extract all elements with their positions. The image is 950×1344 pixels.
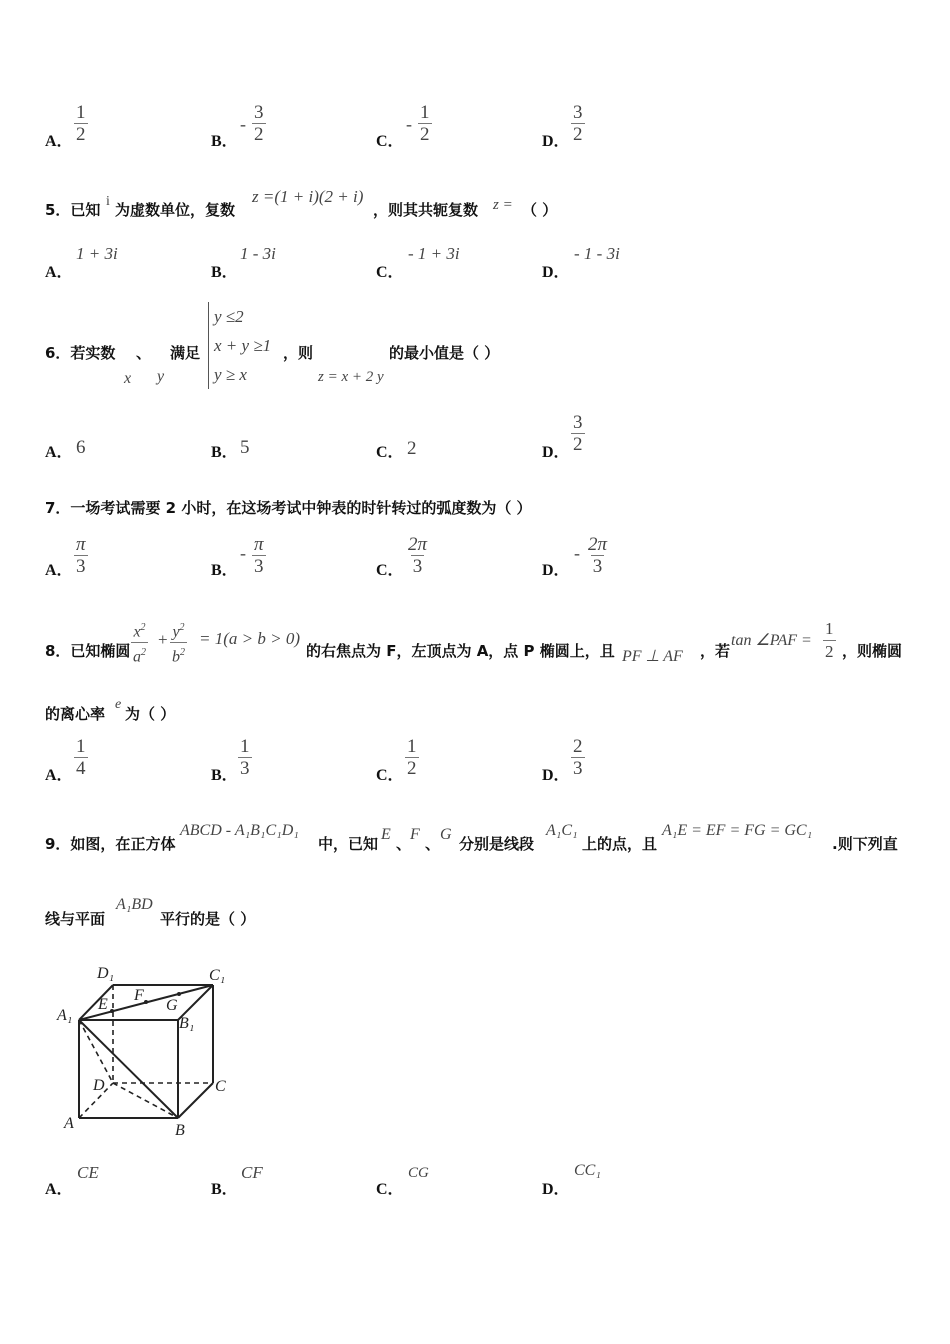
label-f: F [134,987,144,1004]
q6-constraint-3: y ≥ x [214,365,247,384]
label-b: B [175,1122,185,1139]
q9-text-7: 平行的是（ ） [160,910,256,928]
q8-option-a-label: A． [45,767,73,784]
q6-option-b-label: B． [211,444,238,461]
q9-option-c-label: C． [376,1181,404,1198]
point-e-dot [110,1009,114,1013]
q7-stem: 7．一场考试需要 2 小时，在这场考试中钟表的时针转过的弧度数为（ ） [45,499,532,517]
q6-option-a-value: 6 [76,437,86,458]
q5-option-d-label: D． [542,264,570,281]
q9-text-2: 中，已知 [318,835,379,853]
q4-option-a-label: A． [45,133,73,150]
q9-option-c-value: CG [408,1165,429,1181]
q8-text-6: 为（ ） [125,705,176,723]
q9-cube: ABCD - A₁B₁C₁D₁ [180,822,299,839]
q9-sep-2: 、 [425,835,441,853]
q8-tan-value: $\frac{1}{2}$ [825,619,834,661]
q9-option-b-value: CF [241,1163,263,1182]
q6-constraint-system [208,302,271,389]
q8-option-c-fraction: $\frac{1}{2}$ [407,736,417,779]
q8-option-b-fraction: $\frac{1}{3}$ [240,736,250,779]
q7-option-d-label: D． [542,562,570,579]
q9-option-d-label: D． [542,1181,570,1198]
q9-sep-1: 、 [396,835,412,853]
q9-equal-segments: A₁E = EF = FG = GC₁ [662,822,813,839]
q6-option-d-fraction: $\frac{3}{2}$ [573,412,583,455]
q9-option-b-label: B． [211,1181,238,1198]
q8-option-d-fraction: $\frac{2}{3}$ [573,736,583,779]
label-g: G [166,997,178,1014]
q8-text-5: 的离心率 [45,705,106,723]
q6-constraint-2: x + y ≥1 [214,336,272,355]
q9-point-f: F [410,826,420,843]
q4-option-c-sign: - [406,114,412,134]
segment-a1-d [79,1020,113,1083]
q7-option-d-fraction: $\frac{2\pi}{3}$ [588,534,608,577]
q7-option-c-fraction: $\frac{2\pi}{3}$ [408,534,428,577]
q5-text-3: ，则其共轭复数 [373,201,479,219]
q7-option-b-fraction: $\frac{\pi}{3}$ [254,534,264,577]
segment-d-b [113,1083,178,1118]
q8-text-3: ，若 [700,642,731,660]
q6-var-x: x [124,370,132,387]
label-b1: B₁ [179,1015,195,1032]
q6-constraint-1: y ≤2 [214,307,244,326]
q9-option-d-value: CC₁ [574,1162,601,1179]
q8-option-a-fraction: $\frac{1}{4}$ [76,736,86,779]
q5-option-b-value: 1 - 3i [240,244,276,263]
q8-text-2: 的右焦点为 F，左顶点为 A，点 P 椭圆上，且 [306,642,615,660]
q9-text-4: 上的点，且 [582,835,658,853]
q8-perpendicular: PF ⊥ AF [622,648,683,665]
q4-option-d-label: D． [542,133,570,150]
label-d: D [93,1077,105,1094]
q7-option-b-label: B． [211,562,238,579]
q6-option-c-label: C． [376,444,404,461]
q8-tan-expression: tan ∠PAF = [731,632,812,649]
q5-option-c-label: C． [376,264,404,281]
q4-option-c-label: C． [376,133,404,150]
label-e: E [98,996,108,1013]
q8-text-4: ，则椭圆 [842,642,903,660]
q5-expression: z =(1 + i)(2 + i) [252,187,364,206]
q5-option-a-value: 1 + 3i [76,244,118,263]
q8-option-c-label: C． [376,767,404,784]
q7-option-d-sign: - [574,543,580,563]
q5-text-2: 为虚数单位，复数 [115,201,236,219]
label-a1: A₁ [57,1007,73,1024]
q6-separator: 、 [136,344,152,362]
q6-text-3: ，则 [283,344,314,362]
q9-segment: A₁C₁ [546,822,578,839]
q6-var-y: y [157,368,165,385]
q8-ellipse-y-term: $\frac{y^2}{b^2}$ [172,622,185,666]
q5-option-b-label: B． [211,264,238,281]
q6-option-a-label: A． [45,444,73,461]
q9-text-6: 线与平面 [45,910,106,928]
q7-option-a-label: A． [45,562,73,579]
q7-option-a-fraction: $\frac{\pi}{3}$ [76,534,86,577]
q4-option-b-label: B． [211,133,238,150]
q5-option-c-value: - 1 + 3i [408,244,460,263]
q9-text-3: 分别是线段 [459,835,535,853]
q8-option-b-label: B． [211,767,238,784]
q4-option-a-fraction: $\frac{1}{2}$ [76,102,86,145]
q5-option-d-value: - 1 - 3i [574,244,620,263]
point-f-dot [144,1000,148,1004]
q5-conjugate: z = [493,197,513,213]
cube-figure [55,958,245,1143]
q9-point-e: E [381,826,391,843]
label-c: C [215,1078,226,1095]
q4-option-b-sign: - [240,114,246,134]
q8-plus: + [158,630,168,649]
q6-option-b-value: 5 [240,437,250,458]
point-g-dot [177,992,181,996]
q6-objective: z = x + 2 y [318,369,384,385]
q7-option-c-label: C． [376,562,404,579]
q6-text-4: 的最小值是（ ） [389,344,500,362]
q5-text-4: （ ） [522,201,558,219]
q5-imag-unit: i [106,194,110,209]
q6-option-c-value: 2 [407,438,417,459]
q4-option-c-fraction: $\frac{1}{2}$ [420,102,430,145]
q9-option-a-label: A． [45,1181,73,1198]
edge-b-c [178,1083,213,1118]
q6-text-2: 满足 [170,344,201,362]
q7-option-b-sign: - [240,543,246,563]
q8-option-d-label: D． [542,767,570,784]
q9-plane: A₁BD [116,896,153,913]
q8-ellipse-x-term: $\frac{x^2}{a^2}$ [133,622,146,666]
q5-option-a-label: A． [45,264,73,281]
q6-text-1: 6．若实数 [45,344,116,362]
label-a: A [64,1115,74,1132]
label-c1: C₁ [209,967,226,984]
q9-text-1: 9．如图，在正方体 [45,835,176,853]
q5-text-1: 5．已知 [45,201,101,219]
q9-text-5: .则下列直 [832,835,898,853]
q6-option-d-label: D． [542,444,570,461]
q8-text-1: 8．已知椭圆 [45,642,131,660]
q8-eccentricity: e [115,697,122,712]
q9-point-g: G [440,826,452,843]
q4-option-d-fraction: $\frac{3}{2}$ [573,102,583,145]
label-d1: D₁ [97,965,115,982]
q9-option-a-value: CE [77,1163,99,1182]
q4-option-b-fraction: $\frac{3}{2}$ [254,102,264,145]
q8-ellipse-rhs: = 1(a > b > 0) [199,629,300,648]
